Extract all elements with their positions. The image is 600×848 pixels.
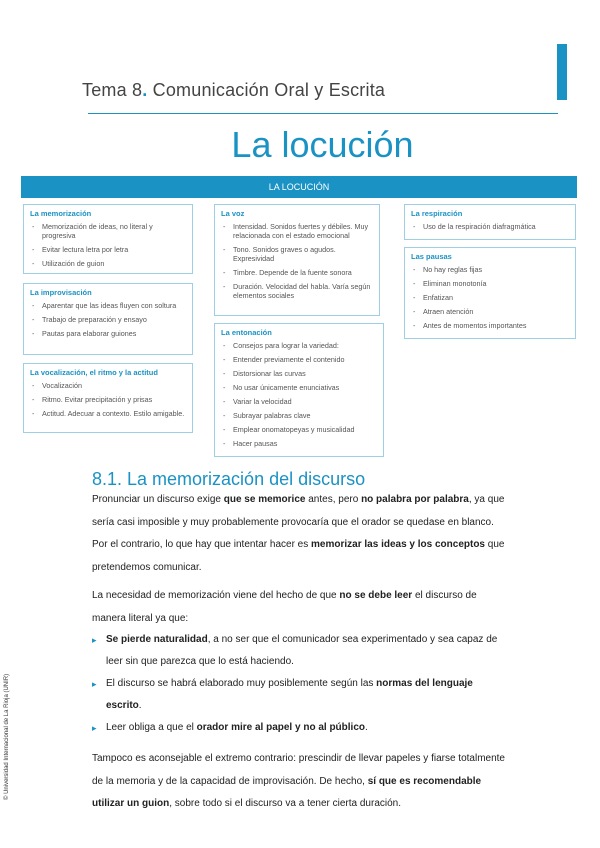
text: el discurso de manera literal ya que: bbox=[92, 590, 477, 624]
list-item: - Variar la velocidad bbox=[221, 397, 377, 406]
list-item: - Duración. Velocidad del habla. Varía según elementos sociales bbox=[221, 282, 373, 300]
box-title: La respiración bbox=[411, 209, 463, 218]
bold-text: Se pierde naturalidad bbox=[106, 634, 208, 645]
paragraph-2 bbox=[92, 585, 508, 630]
header-divider bbox=[88, 113, 558, 114]
box-title: La voz bbox=[221, 209, 245, 218]
locucion-diagram bbox=[21, 176, 577, 458]
list-item bbox=[92, 673, 508, 717]
header-subject: Comunicación Oral y Escrita bbox=[152, 80, 386, 100]
list-item: - Hacer pausas bbox=[221, 439, 377, 448]
page-header bbox=[82, 80, 385, 101]
list-item: - Utilización de guion bbox=[30, 259, 186, 268]
box-title: Las pausas bbox=[411, 252, 452, 261]
bold-text: no se debe leer bbox=[339, 590, 413, 601]
accent-bar bbox=[557, 44, 567, 100]
list-item: - No usar únicamente enunciativas bbox=[221, 383, 377, 392]
list-item: - Emplear onomatopeyas y musicalidad bbox=[221, 425, 377, 434]
bold-text: no palabra por palabra bbox=[361, 494, 469, 505]
text: , sobre todo si el discurso va a tener cierta duración. bbox=[169, 798, 402, 809]
bold-text: sí que es recomendable utilizar un guion bbox=[92, 775, 482, 809]
list-item: - Eliminan monotonía bbox=[411, 279, 569, 288]
list-item: - Aparentar que las ideas fluyen con soltura bbox=[30, 301, 186, 310]
list-item: - Enfatizan bbox=[411, 293, 569, 302]
text: . bbox=[138, 700, 142, 711]
bold-text: que se memorice bbox=[223, 494, 306, 505]
text: que pretendemos comunicar. bbox=[92, 539, 505, 573]
text: Leer obliga a que el bbox=[106, 722, 197, 733]
list-item bbox=[92, 629, 508, 673]
list-item: - Subrayar palabras clave bbox=[221, 411, 377, 420]
list-item: - Trabajo de preparación y ensayo bbox=[30, 315, 186, 324]
list-item: - Entender previamente el contenido bbox=[221, 355, 377, 364]
list-item: - Antes de momentos importantes bbox=[411, 321, 569, 330]
box-title: La entonación bbox=[221, 328, 272, 337]
list-item: - Uso de la respiración diafragmática bbox=[411, 222, 569, 231]
list-item: - Evitar lectura letra por letra bbox=[30, 245, 186, 254]
paragraph-3 bbox=[92, 748, 508, 816]
page-title: La locución bbox=[231, 124, 414, 165]
text: La necesidad de memorización viene del hecho de que bbox=[92, 590, 340, 601]
copyright-notice: © Universidad Internacional de La Rioja (UNIR) bbox=[4, 673, 10, 800]
box-entonacion bbox=[214, 323, 384, 457]
text: . bbox=[365, 722, 368, 733]
list-item: - Timbre. Depende de la fuente sonora bbox=[221, 268, 373, 277]
box-vocalizacion bbox=[23, 363, 193, 433]
text: El discurso se habrá elaborado muy posiblemente según las bbox=[106, 678, 377, 689]
list-item: - Memorización de ideas, no literal y progresiva bbox=[30, 222, 186, 240]
bold-text: memorizar las ideas y los conceptos bbox=[311, 539, 485, 550]
reasons-list bbox=[92, 629, 508, 739]
text: Tampoco es aconsejable el extremo contrario: prescindir de llevar papeles y fiarse totalmente de la memoria y de la capacidad de improvisación. De hecho, bbox=[92, 753, 505, 787]
list-item: - Distorsionar las curvas bbox=[221, 369, 377, 378]
list-item: - Atraen atención bbox=[411, 307, 569, 316]
box-title: La memorización bbox=[30, 209, 92, 218]
text: , a no ser que el comunicador sea experimentado y sea capaz de leer sin que parezca que lo está haciendo. bbox=[106, 634, 498, 667]
diagram-banner: LA LOCUCIÓN bbox=[21, 176, 577, 198]
list-item: - Tono. Sonidos graves o agudos. Expresividad bbox=[221, 245, 373, 263]
bold-text: normas del lenguaje escrito bbox=[106, 678, 473, 711]
text: Pronunciar un discurso exige bbox=[92, 494, 224, 505]
box-respiracion bbox=[404, 204, 576, 240]
text: antes, pero bbox=[305, 494, 362, 505]
list-item: - Actitud. Adecuar a contexto. Estilo amigable. bbox=[30, 409, 186, 418]
box-voz bbox=[214, 204, 380, 316]
bold-text: orador mire al papel y no al público bbox=[196, 722, 365, 733]
list-item: - Pautas para elaborar guiones bbox=[30, 329, 186, 338]
list-item bbox=[92, 717, 508, 739]
header-dot: . bbox=[142, 80, 148, 100]
section-heading: 8.1. La memorización del discurso bbox=[92, 469, 366, 489]
list-item: - Intensidad. Sonidos fuertes y débiles. Muy relacionada con el estado emocional bbox=[221, 222, 373, 240]
arrow-bullet-icon: ▸ bbox=[92, 723, 97, 733]
list-item: - Vocalización bbox=[30, 381, 186, 390]
paragraph-1 bbox=[92, 489, 508, 579]
arrow-bullet-icon: ▸ bbox=[92, 679, 97, 689]
text: , ya que sería casi imposible y muy probablemente provocaría que el orador se quedase en blanco. Por el contrario, lo que hay que intentar hacer es bbox=[92, 494, 505, 550]
header-tema: Tema 8 bbox=[82, 80, 143, 100]
box-improvisacion bbox=[23, 283, 193, 355]
list-item: - No hay reglas fijas bbox=[411, 265, 569, 274]
list-item: - Ritmo. Evitar precipitación y prisas bbox=[30, 395, 186, 404]
box-memorizacion bbox=[23, 204, 193, 274]
box-title: La improvisación bbox=[30, 288, 92, 297]
box-pausas bbox=[404, 247, 576, 339]
box-title: La vocalización, el ritmo y la actitud bbox=[30, 368, 158, 377]
list-item: - Consejos para lograr la variedad: bbox=[221, 341, 377, 350]
arrow-bullet-icon: ▸ bbox=[92, 635, 97, 645]
